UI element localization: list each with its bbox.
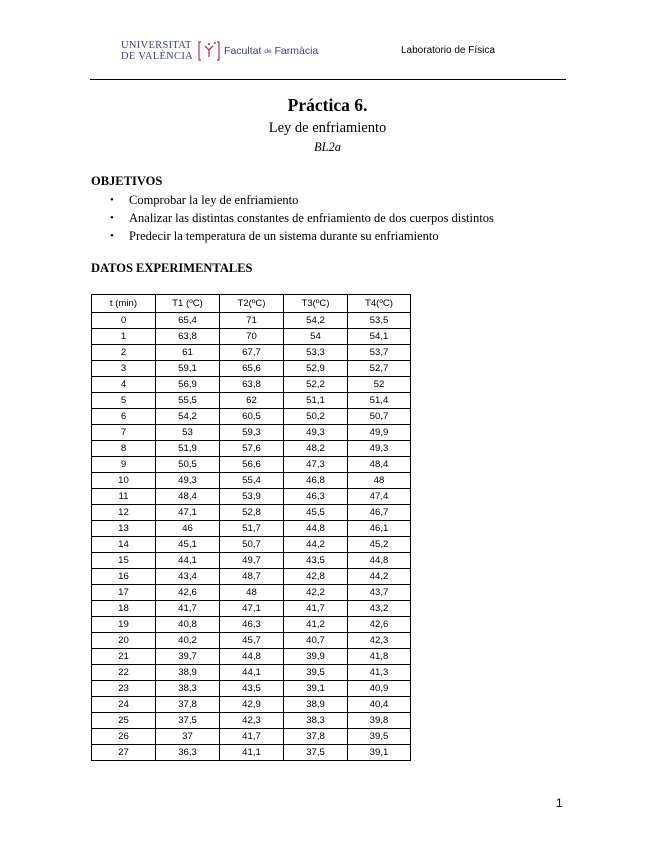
table-cell: 18 — [92, 601, 156, 617]
table-cell: 43,5 — [220, 681, 284, 697]
objective-text: Analizar las distintas constantes de enfriamiento de dos cuerpos distintos — [129, 211, 494, 225]
table-cell: 1 — [92, 329, 156, 345]
table-cell: 42,8 — [284, 569, 348, 585]
table-cell: 39,7 — [156, 649, 220, 665]
table-row — [92, 713, 411, 729]
table-cell: 43,4 — [156, 569, 220, 585]
table-row — [92, 537, 411, 553]
table-cell: 39,1 — [348, 745, 411, 761]
table-cell: 63,8 — [156, 329, 220, 345]
table-cell: 46,1 — [348, 521, 411, 537]
table-cell: 38,3 — [284, 713, 348, 729]
table-cell: 60,5 — [220, 409, 284, 425]
table-row — [92, 665, 411, 681]
table-cell: 54,2 — [284, 313, 348, 329]
table-cell: 42,6 — [156, 585, 220, 601]
table-cell: 39,9 — [284, 649, 348, 665]
table-cell: 0 — [92, 313, 156, 329]
table-cell: 52,7 — [348, 361, 411, 377]
table-cell: 56,6 — [220, 457, 284, 473]
table-cell: 24 — [92, 697, 156, 713]
faculty-prefix: Facultat — [224, 45, 262, 57]
table-cell: 51,7 — [220, 521, 284, 537]
column-header: T3(ºC) — [284, 295, 348, 313]
faculty-name — [224, 45, 318, 57]
table-cell: 44,2 — [348, 569, 411, 585]
table-cell: 10 — [92, 473, 156, 489]
table-cell: 70 — [220, 329, 284, 345]
university-emblem-icon — [198, 40, 220, 62]
table-cell: 12 — [92, 505, 156, 521]
lab-title: Laboratorio de Física — [401, 45, 495, 56]
objectives-list — [91, 191, 571, 245]
table-cell: 50,5 — [156, 457, 220, 473]
objectives-heading: OBJETIVOS — [91, 174, 163, 188]
table-row — [92, 457, 411, 473]
table-cell: 44,8 — [284, 521, 348, 537]
table-cell: 53,5 — [348, 313, 411, 329]
table-cell: 55,4 — [220, 473, 284, 489]
table-cell: 42,3 — [220, 713, 284, 729]
table-cell: 44,1 — [220, 665, 284, 681]
table-row — [92, 473, 411, 489]
table-row — [92, 521, 411, 537]
table-cell: 46,7 — [348, 505, 411, 521]
table-cell: 21 — [92, 649, 156, 665]
table-cell: 47,3 — [284, 457, 348, 473]
list-item — [91, 227, 571, 245]
table-cell: 13 — [92, 521, 156, 537]
data-heading: DATOS EXPERIMENTALES — [91, 261, 253, 275]
table-cell: 59,1 — [156, 361, 220, 377]
table-cell: 39,1 — [284, 681, 348, 697]
table-cell: 44,1 — [156, 553, 220, 569]
table-cell: 46,3 — [284, 489, 348, 505]
table-row — [92, 601, 411, 617]
table-cell: 38,3 — [156, 681, 220, 697]
table-cell: 51,1 — [284, 393, 348, 409]
table-cell: 40,7 — [284, 633, 348, 649]
temperature-table — [91, 294, 411, 761]
table-cell: 4 — [92, 377, 156, 393]
table-row — [92, 729, 411, 745]
table-cell: 48,2 — [284, 441, 348, 457]
table-cell: 26 — [92, 729, 156, 745]
table-row — [92, 681, 411, 697]
table-cell: 37,5 — [284, 745, 348, 761]
table-cell: 38,9 — [156, 665, 220, 681]
table-row — [92, 633, 411, 649]
table-cell: 7 — [92, 425, 156, 441]
table-cell: 46,3 — [220, 617, 284, 633]
table-cell: 23 — [92, 681, 156, 697]
table-cell: 47,4 — [348, 489, 411, 505]
table-cell: 38,9 — [284, 697, 348, 713]
table-cell: 50,7 — [348, 409, 411, 425]
bullet-icon: • — [110, 212, 114, 224]
table-cell: 52 — [348, 377, 411, 393]
table-cell: 52,9 — [284, 361, 348, 377]
table-cell: 49,3 — [156, 473, 220, 489]
table-row — [92, 425, 411, 441]
table-cell: 46 — [156, 521, 220, 537]
table-cell: 42,9 — [220, 697, 284, 713]
table-cell: 39,5 — [284, 665, 348, 681]
table-cell: 52,8 — [220, 505, 284, 521]
table-cell: 56,9 — [156, 377, 220, 393]
table-cell: 54,2 — [156, 409, 220, 425]
practice-code: BL2a — [313, 140, 342, 154]
table-cell: 47,1 — [220, 601, 284, 617]
table-cell: 41,8 — [348, 649, 411, 665]
table-row — [92, 553, 411, 569]
table-cell: 48 — [220, 585, 284, 601]
table-row — [92, 505, 411, 521]
table-cell: 48 — [348, 473, 411, 489]
table-cell: 48,7 — [220, 569, 284, 585]
table-cell: 43,2 — [348, 601, 411, 617]
table-cell: 48,4 — [156, 489, 220, 505]
table-cell: 46,8 — [284, 473, 348, 489]
table-cell: 16 — [92, 569, 156, 585]
table-row — [92, 329, 411, 345]
table-cell: 53 — [156, 425, 220, 441]
university-line-2: DE VALÈNCIA — [121, 51, 194, 62]
table-cell: 37 — [156, 729, 220, 745]
table-cell: 49,3 — [284, 425, 348, 441]
bullet-icon: • — [110, 194, 114, 206]
table-cell: 39,5 — [348, 729, 411, 745]
table-cell: 51,4 — [348, 393, 411, 409]
table-cell: 37,8 — [156, 697, 220, 713]
university-name — [121, 40, 193, 62]
table-cell: 2 — [92, 345, 156, 361]
header-divider — [90, 79, 566, 80]
table-cell: 47,1 — [156, 505, 220, 521]
table-cell: 71 — [220, 313, 284, 329]
table-cell: 42,2 — [284, 585, 348, 601]
table-cell: 22 — [92, 665, 156, 681]
table-cell: 41,7 — [156, 601, 220, 617]
table-cell: 44,2 — [284, 537, 348, 553]
table-cell: 41,3 — [348, 665, 411, 681]
table-cell: 17 — [92, 585, 156, 601]
column-header: T1 (ºC) — [156, 295, 220, 313]
table-cell: 41,2 — [284, 617, 348, 633]
table-cell: 40,9 — [348, 681, 411, 697]
table-cell: 49,9 — [348, 425, 411, 441]
table-cell: 61 — [156, 345, 220, 361]
table-cell: 39,8 — [348, 713, 411, 729]
table-cell: 36,3 — [156, 745, 220, 761]
table-cell: 62 — [220, 393, 284, 409]
table-cell: 20 — [92, 633, 156, 649]
faculty-label: Farmàcia — [274, 45, 319, 57]
table-cell: 40,2 — [156, 633, 220, 649]
table-cell: 43,5 — [284, 553, 348, 569]
table-cell: 27 — [92, 745, 156, 761]
column-header: T4(ºC) — [348, 295, 411, 313]
table-cell: 45,1 — [156, 537, 220, 553]
table-row — [92, 361, 411, 377]
table-row — [92, 617, 411, 633]
table-row — [92, 441, 411, 457]
table-cell: 9 — [92, 457, 156, 473]
column-header: T2(ºC) — [220, 295, 284, 313]
table-cell: 44,8 — [220, 649, 284, 665]
table-row — [92, 489, 411, 505]
table-cell: 54 — [284, 329, 348, 345]
table-cell: 53,3 — [284, 345, 348, 361]
table-row — [92, 377, 411, 393]
table-cell: 40,4 — [348, 697, 411, 713]
table-cell: 51,9 — [156, 441, 220, 457]
table-cell: 50,7 — [220, 537, 284, 553]
table-cell: 65,6 — [220, 361, 284, 377]
table-cell: 41,1 — [220, 745, 284, 761]
practice-subtitle: Ley de enfriamiento — [268, 120, 387, 136]
table-cell: 67,7 — [220, 345, 284, 361]
table-cell: 57,6 — [220, 441, 284, 457]
list-item — [91, 209, 571, 227]
table-cell: 41,7 — [284, 601, 348, 617]
table-cell: 42,3 — [348, 633, 411, 649]
table-cell: 50,2 — [284, 409, 348, 425]
table-cell: 53,7 — [348, 345, 411, 361]
table-row — [92, 585, 411, 601]
table-row — [92, 393, 411, 409]
table-cell: 48,4 — [348, 457, 411, 473]
table-cell: 49,3 — [348, 441, 411, 457]
table-cell: 49,7 — [220, 553, 284, 569]
table-cell: 45,5 — [284, 505, 348, 521]
table-cell: 11 — [92, 489, 156, 505]
table-cell: 52,2 — [284, 377, 348, 393]
table-header-row — [92, 295, 411, 313]
table-row — [92, 345, 411, 361]
table-cell: 41,7 — [220, 729, 284, 745]
table-cell: 42,6 — [348, 617, 411, 633]
university-logo — [121, 36, 318, 66]
table-row — [92, 697, 411, 713]
list-item — [91, 191, 571, 209]
table-cell: 45,7 — [220, 633, 284, 649]
bullet-icon: • — [110, 230, 114, 242]
table-cell: 44,8 — [348, 553, 411, 569]
table-row — [92, 313, 411, 329]
table-cell: 14 — [92, 537, 156, 553]
table-cell: 6 — [92, 409, 156, 425]
table-cell: 43,7 — [348, 585, 411, 601]
table-cell: 3 — [92, 361, 156, 377]
objective-text: Predecir la temperatura de un sistema durante su enfriamiento — [129, 229, 439, 243]
university-line-1: UNIVERSITAT — [121, 40, 192, 51]
table-row — [92, 409, 411, 425]
table-cell: 37,8 — [284, 729, 348, 745]
faculty-de: de — [264, 48, 272, 55]
column-header: t (min) — [92, 295, 156, 313]
table-cell: 65,4 — [156, 313, 220, 329]
objective-text: Comprobar la ley de enfriamiento — [129, 193, 299, 207]
table-cell: 63,8 — [220, 377, 284, 393]
table-cell: 45,2 — [348, 537, 411, 553]
table-cell: 19 — [92, 617, 156, 633]
table-cell: 55,5 — [156, 393, 220, 409]
table-cell: 59,3 — [220, 425, 284, 441]
table-cell: 40,8 — [156, 617, 220, 633]
table-row — [92, 745, 411, 761]
table-cell: 15 — [92, 553, 156, 569]
table-cell: 25 — [92, 713, 156, 729]
page-number: 1 — [556, 796, 563, 810]
table-cell: 8 — [92, 441, 156, 457]
table-row — [92, 649, 411, 665]
table-cell: 54,1 — [348, 329, 411, 345]
table-cell: 53,9 — [220, 489, 284, 505]
table-body — [92, 313, 411, 761]
table-cell: 5 — [92, 393, 156, 409]
table-row — [92, 569, 411, 585]
table-cell: 37,5 — [156, 713, 220, 729]
practice-title: Práctica 6. — [287, 95, 368, 115]
